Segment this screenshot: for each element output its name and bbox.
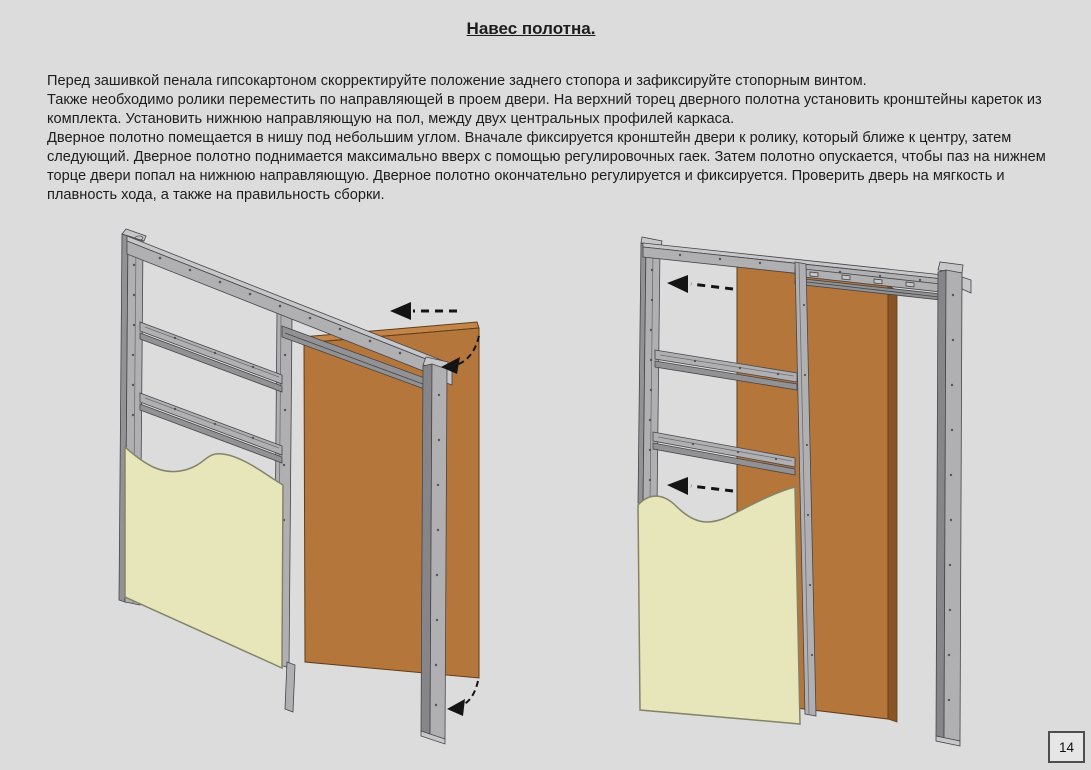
gypsum-panel — [638, 487, 800, 724]
door-jamb-post — [421, 357, 448, 744]
figure-door-sliding-into-pocket — [630, 235, 1060, 755]
slide-left-arrow-icon — [390, 302, 457, 320]
text-line: торце двери попал на нижнюю направляющую. Дверное полотно окончательно регулируется и фиксируется. Проверить дверь на мягкость и — [47, 168, 1005, 184]
figure-door-angled-insertion — [105, 225, 515, 755]
text-line: следующий. Дверное полотно поднимается максимально вверх с помощью регулировочных гаек. Затем полотно опускается, чтобы паз на нижнем — [47, 149, 1046, 165]
text-line: плавность хода, а также на правильность сборки. — [47, 187, 385, 203]
gypsum-panel — [125, 447, 283, 668]
frame-cross-rail — [140, 322, 282, 392]
page-number: 14 — [1048, 731, 1085, 763]
page-title: Навес полотна. — [466, 19, 596, 38]
slide-left-arrow-icon — [667, 477, 733, 495]
text-line: Перед зашивкой пенала гипсокартоном скорректируйте положение заднего стопора и зафиксируйте стопорным винтом. — [47, 73, 867, 89]
frame-cross-rail — [140, 393, 282, 463]
text-line: комплекта. Установить нижнюю направляющую на пол, между двух центральных профилей каркаса. — [47, 111, 735, 127]
instruction-text — [47, 72, 1067, 205]
frame-right-post — [936, 262, 963, 746]
text-line: Также необходимо ролики переместить по направляющей в проем двери. На верхний торец дверного полотна установить кронштейны кареток из — [47, 92, 1042, 108]
frame-left-post — [638, 237, 662, 507]
rotate-in-bottom-arrow-icon — [447, 681, 478, 716]
text-line: Дверное полотно помещается в нишу под небольшим углом. Вначале фиксируется кронштейн двери к ролику, который ближе к центру, затем — [47, 130, 1012, 146]
slide-left-arrow-icon — [667, 275, 733, 293]
